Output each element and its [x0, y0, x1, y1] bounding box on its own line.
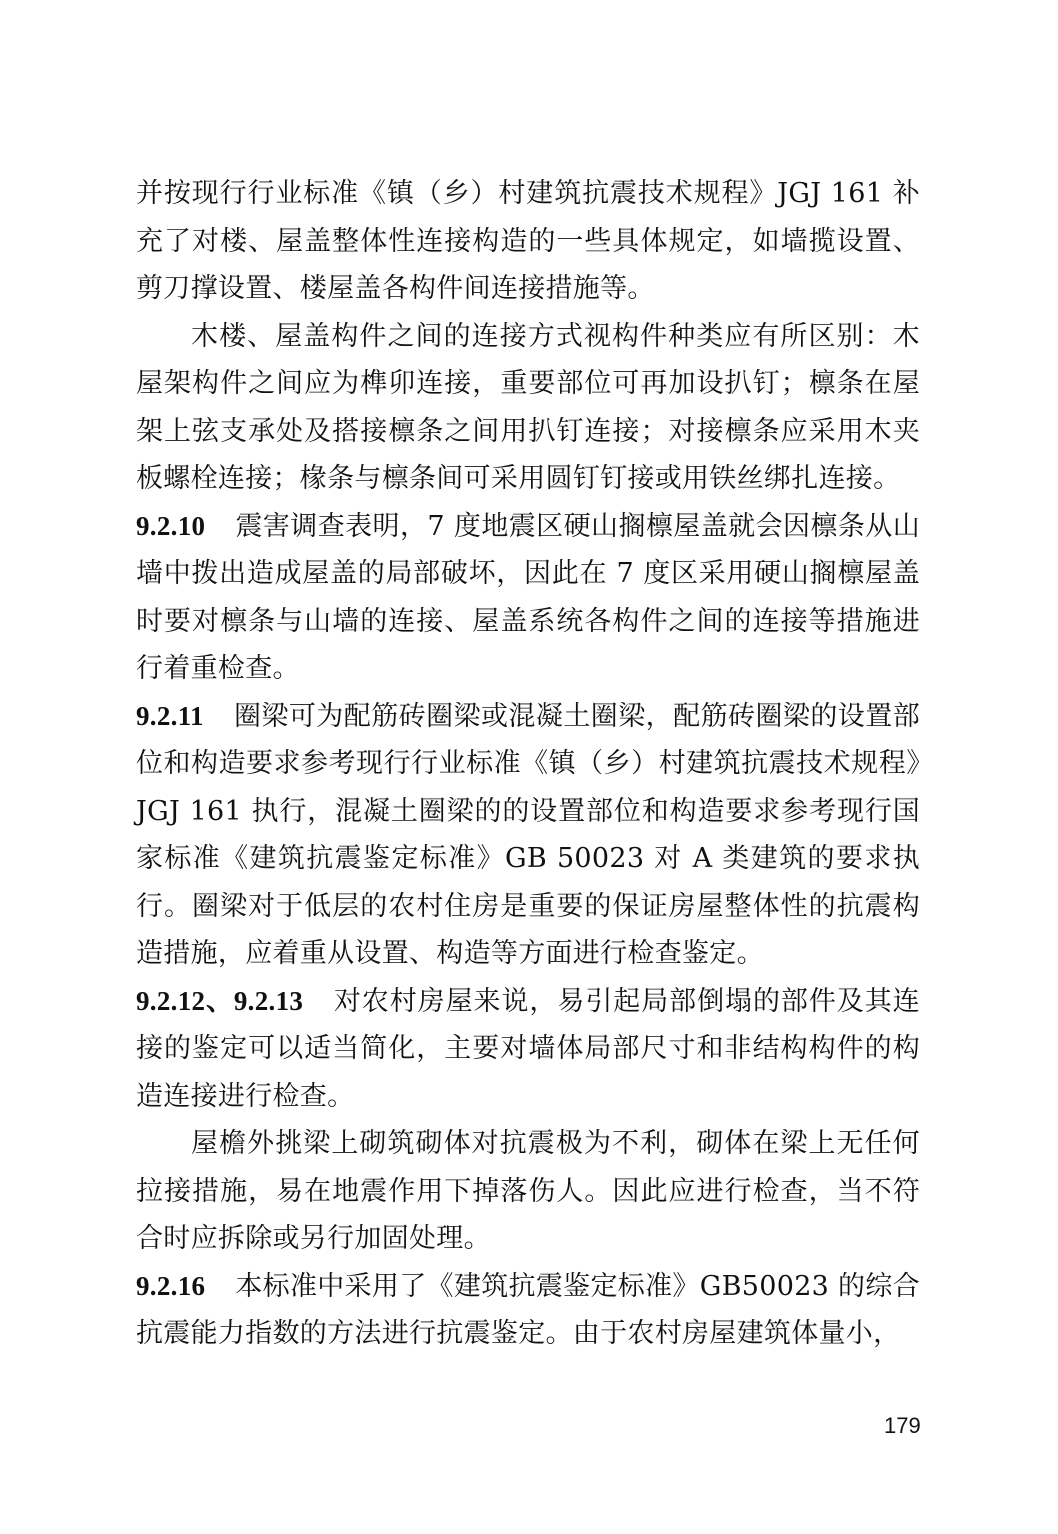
body-text: [136, 170, 920, 1358]
paragraph-continued: [136, 170, 920, 313]
paragraph-text: 对农村房屋来说，易引起局部倒塌的部件及其连接的鉴定可以适当简化，主要对墙体局部尺寸和非结构构件的构造连接进行检查。: [136, 985, 920, 1112]
paragraph-text: 本标准中采用了《建筑抗震鉴定标准》GB50023 的综合抗震能力指数的方法进行抗震鉴定。由于农村房屋建筑体量小，: [136, 1270, 920, 1349]
paragraph-wood-connections: [136, 313, 920, 503]
clause-number: 9.2.10: [136, 510, 206, 541]
paragraph-text: 震害调查表明，7 度地震区硬山搁檩屋盖就会因檩条从山墙中拨出造成屋盖的局部破坏，因此在 7 度区采用硬山搁檩屋盖时要对檩条与山墙的连接、屋盖系统各构件之间的连接等措施进行着重检查。: [136, 510, 920, 684]
clause-number: 9.2.16: [136, 1270, 206, 1301]
clause-9-2-16: [136, 1263, 920, 1358]
paragraph-text: 并按现行行业标准《镇（乡）村建筑抗震技术规程》JGJ 161 补充了对楼、屋盖整体性连接构造的一些具体规定，如墙揽设置、剪刀撑设置、楼屋盖各构件间连接措施等。: [136, 178, 920, 304]
paragraph-eaves-masonry: [136, 1120, 920, 1263]
clause-number: 9.2.12、9.2.13: [136, 985, 304, 1016]
clause-9-2-12-13: [136, 978, 920, 1121]
clause-number: 9.2.11: [136, 700, 204, 731]
page-number: 179: [884, 1413, 921, 1438]
paragraph-text: 屋檐外挑梁上砌筑砌体对抗震极为不利，砌体在梁上无任何拉接措施，易在地震作用下掉落伤人。因此应进行检查，当不符合时应拆除或另行加固处理。: [136, 1128, 920, 1254]
paragraph-text: 木楼、屋盖构件之间的连接方式视构件种类应有所区别：木屋架构件之间应为榫卯连接，重要部位可再加设扒钉；檩条在屋架上弦支承处及搭接檩条之间用扒钉连接；对接檩条应采用木夹板螺栓连接；椽条与檩条间可采用圆钉钉接或用铁丝绑扎连接。: [136, 320, 920, 494]
clause-9-2-10: [136, 503, 920, 693]
paragraph-text: 圈梁可为配筋砖圈梁或混凝土圈梁，配筋砖圈梁的设置部位和构造要求参考现行行业标准《镇（乡）村建筑抗震技术规程》JGJ 161 执行，混凝土圈梁的的设置部位和构造要求参考现行国家标准《建筑抗震鉴定标准》GB 50023 对 A 类建筑的要求执行。圈梁对于低层的农村住房是重要的保证房屋整体性的抗震构造措施，应着重从设置、构造等方面进行检查鉴定。: [136, 700, 920, 969]
clause-9-2-11: [136, 693, 920, 978]
